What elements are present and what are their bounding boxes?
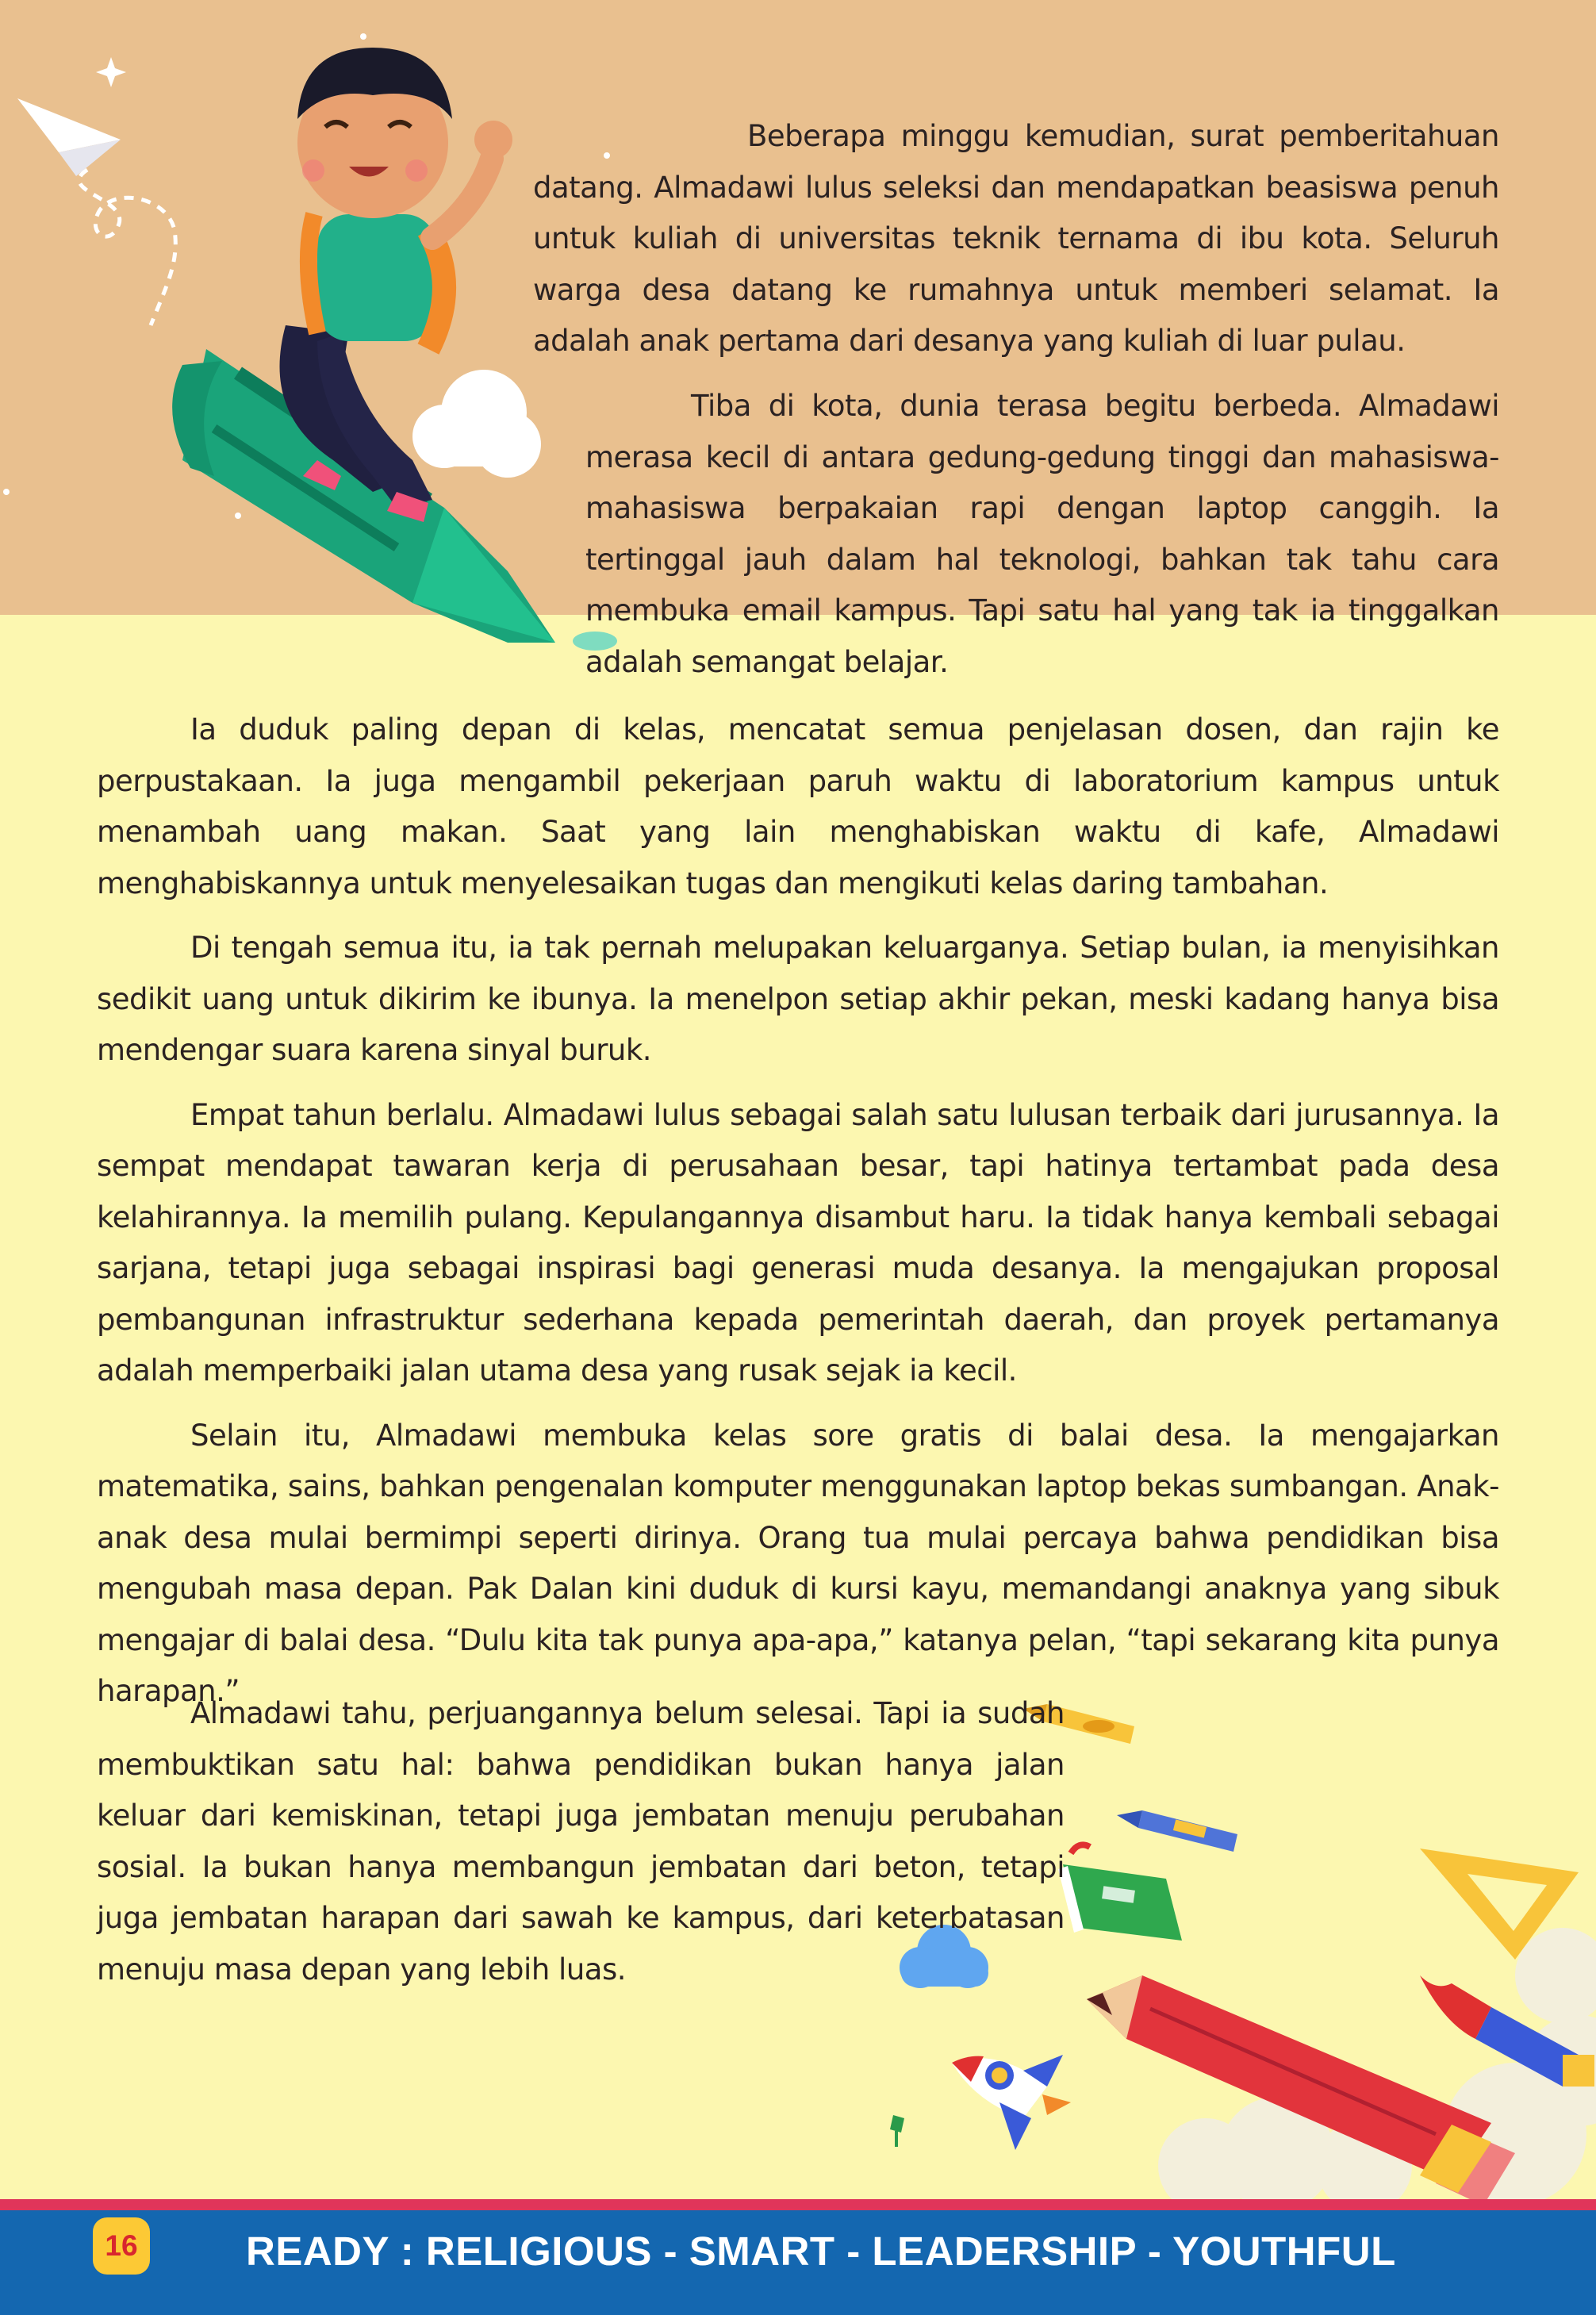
paragraph-7: Almadawi tahu, perjuangannya belum selesai. Tapi ia sudah membuktikan satu hal: bahwa pendidikan bukan hanya jalan keluar dari kemiskinan, tetapi juga jembatan menuju perubahan sosial. Ia bukan hanya membangun jembatan dari beton, tetapi juga jembatan harapan dari sawah ke kampus, dari keterbatasan menuju masa depan yang lebih luas. <box>97 1696 1065 1987</box>
footer-accent-line <box>0 2199 1596 2210</box>
paragraph-2-block <box>585 381 1499 688</box>
pin-icon <box>890 2115 904 2147</box>
paragraph-6: Selain itu, Almadawi membuka kelas sore gratis di balai desa. Ia mengajarkan matematika, sains, bahkan pengenalan komputer menggunakan laptop bekas sumbangan. Anak-anak desa mulai bermimpi seperti dirinya. Orang tua mulai percaya bahwa pendidikan bisa mengubah masa depan. Pak Dalan kini duduk di kursi kayu, memandangi anaknya yang sibuk mengajar di balai desa. “Dulu kita tak punya apa-apa,” katanya pelan, “tapi sekarang kita punya harapan.” <box>97 1418 1499 1708</box>
paragraph-1-block <box>533 111 1499 367</box>
blue-crayon-icon <box>1117 1810 1237 1852</box>
paragraph-5: Empat tahun berlalu. Almadawi lulus sebagai salah satu lulusan terbaik dari jurusannya. Ia sempat mendapat tawaran kerja di perusahaan besar, tapi hatinya tertambat pada desa kelahirannya. Ia memilih pulang. Kepulangannya disambut haru. Ia tidak hanya kembali sebagai sarjana, tetapi juga sebagai inspirasi bagi generasi muda desanya. Ia mengajukan proposal pembangunan infrastruktur sederhana kepada pemerintah daerah, dan proyek pertamanya adalah memperbaiki jalan utama desa yang rusak sejak ia kecil. <box>97 1097 1499 1388</box>
paper-plane-icon <box>17 98 175 325</box>
paragraph-2: Tiba di kota, dunia terasa begitu berbeda. Almadawi merasa kecil di antara gedung-gedung tinggi dan mahasiswa-mahasiswa berpakaian rapi dengan laptop canggih. Ia tertinggal jauh dalam hal teknologi, bahkan tak tahu cara membuka email kampus. Tapi satu hal yang tak ia tinggalkan adalah semangat belajar. <box>585 389 1499 679</box>
paragraph-3: Ia duduk paling depan di kelas, mencatat semua penjelasan dosen, dan rajin ke perpustakaan. Ia juga mengambil pekerjaan paruh waktu di laboratorium kampus untuk menambah uang makan. Saat yang lain menghabiskan waktu di kafe, Almadawi menghabiskannya untuk menyelesaikan tugas dan mengikuti kelas daring tambahan. <box>97 712 1499 900</box>
page-number-badge: 16 <box>93 2217 150 2275</box>
rocket-icon <box>952 2055 1071 2150</box>
cloud-icon <box>412 370 541 478</box>
main-text-block <box>97 704 1499 1718</box>
paragraph-1: Beberapa minggu kemudian, surat pemberitahuan datang. Almadawi lulus seleksi dan mendapatkan beasiswa penuh untuk kuliah di universitas teknik ternama di ibu kota. Seluruh warga desa datang ke rumahnya untuk memberi selamat. Ia adalah anak pertama dari desanya yang kuliah di luar pulau. <box>533 119 1499 358</box>
footer-motto: READY : RELIGIOUS - SMART - LEADERSHIP - YOUTHFUL <box>246 2229 1396 2274</box>
green-book-icon <box>1058 1845 1182 1941</box>
paragraph-4: Di tengah semua itu, ia tak pernah melupakan keluarganya. Setiap bulan, ia menyisihkan sedikit uang untuk dikirim ke ibunya. Ia menelpon setiap akhir pekan, meski kadang hanya bisa mendengar suara karena sinyal buruk. <box>97 931 1499 1067</box>
paragraph-7-block <box>97 1688 1065 1995</box>
